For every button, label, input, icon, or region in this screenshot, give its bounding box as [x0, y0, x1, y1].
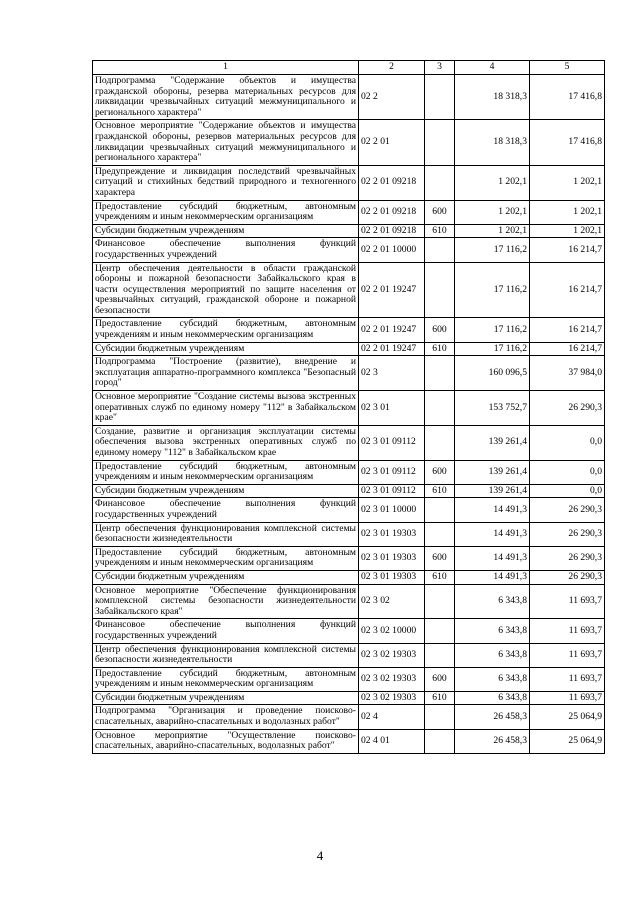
row-code: 02 3 02 19303	[359, 643, 425, 667]
row-amount-1: 14 491,3	[455, 498, 530, 522]
row-name: Центр обеспечения функционирования комплексной системы безопасности жизнедеятельности	[93, 522, 359, 546]
row-expense-type	[425, 498, 455, 522]
row-amount-2: 17 416,8	[530, 120, 605, 165]
budget-table	[92, 60, 605, 754]
row-expense-type	[425, 75, 455, 120]
row-code: 02 2 01 09218	[359, 200, 425, 224]
row-amount-2: 11 693,7	[530, 667, 605, 691]
row-expense-type	[425, 729, 455, 753]
row-amount-2: 16 214,7	[530, 262, 605, 318]
row-amount-1: 139 261,4	[455, 460, 530, 484]
row-amount-1: 6 343,8	[455, 619, 530, 643]
row-name: Основное мероприятие "Содержание объектов и имущества гражданской обороны, резервов материальных ресурсов для ликвидации чрезвычайных ситуаций межмуниципального и регионального характера"	[93, 120, 359, 165]
table-row	[93, 570, 605, 584]
row-code: 02 2 01 19247	[359, 262, 425, 318]
row-code: 02 4	[359, 705, 425, 729]
row-expense-type: 600	[425, 546, 455, 570]
table-row	[93, 120, 605, 165]
row-name: Основное мероприятие "Создание системы вызова экстренных оперативных служб по единому номеру "112" в Забайкальском крае"	[93, 391, 359, 426]
row-expense-type	[425, 425, 455, 460]
table-row	[93, 356, 605, 391]
row-expense-type	[425, 643, 455, 667]
row-amount-2: 1 202,1	[530, 224, 605, 238]
row-expense-type	[425, 356, 455, 391]
row-expense-type	[425, 619, 455, 643]
row-expense-type: 610	[425, 484, 455, 498]
row-expense-type: 610	[425, 691, 455, 705]
row-name: Центр обеспечения функционирования комплексной системы безопасности жизнедеятельности	[93, 643, 359, 667]
table-row	[93, 425, 605, 460]
row-code: 02 4 01	[359, 729, 425, 753]
row-expense-type	[425, 262, 455, 318]
column-header: 4	[455, 61, 530, 75]
row-name: Центр обеспечения деятельности в области гражданской обороны и пожарной безопасности Забайкальского края в части осуществления мероприятий по защите населения от чрезвычайных ситуаций, гражданской обороне и пожарной безопасности	[93, 262, 359, 318]
row-amount-1: 6 343,8	[455, 584, 530, 619]
table-row	[93, 262, 605, 318]
row-code: 02 3 01 09112	[359, 460, 425, 484]
row-name: Финансовое обеспечение выполнения функций государственных учреждений	[93, 498, 359, 522]
row-amount-2: 0,0	[530, 425, 605, 460]
row-name: Предоставление субсидий бюджетным, автономным учреждениям и иным некоммерческим организациям	[93, 460, 359, 484]
row-amount-1: 6 343,8	[455, 667, 530, 691]
row-name: Подпрограмма "Построение (развитие), внедрение и эксплуатация аппаратно-программного комплекса "Безопасный город"	[93, 356, 359, 391]
row-code: 02 2 01 10000	[359, 238, 425, 262]
row-amount-1: 6 343,8	[455, 691, 530, 705]
column-header: 5	[530, 61, 605, 75]
row-code: 02 3 02	[359, 584, 425, 619]
column-header: 1	[93, 61, 359, 75]
row-expense-type	[425, 165, 455, 200]
row-amount-1: 14 491,3	[455, 522, 530, 546]
row-name: Предоставление субсидий бюджетным, автономным учреждениям и иным некоммерческим организациям	[93, 318, 359, 342]
row-amount-1: 160 096,5	[455, 356, 530, 391]
row-name: Субсидии бюджетным учреждениям	[93, 691, 359, 705]
table-row	[93, 391, 605, 426]
row-code: 02 3 02 10000	[359, 619, 425, 643]
row-expense-type	[425, 391, 455, 426]
row-amount-1: 139 261,4	[455, 425, 530, 460]
row-name: Основное мероприятие "Обеспечение функционирования комплексной системы безопасности жизнедеятельности Забайкальского края"	[93, 584, 359, 619]
row-amount-2: 11 693,7	[530, 691, 605, 705]
row-code: 02 2 01	[359, 120, 425, 165]
table-row	[93, 165, 605, 200]
row-name: Подпрограмма "Организация и проведение поисково-спасательных, аварийно-спасательных и водолазных работ"	[93, 705, 359, 729]
row-amount-2: 17 416,8	[530, 75, 605, 120]
table-body	[93, 75, 605, 754]
row-code: 02 3 01 09112	[359, 484, 425, 498]
row-expense-type: 600	[425, 318, 455, 342]
row-expense-type	[425, 705, 455, 729]
row-code: 02 3 01 19303	[359, 522, 425, 546]
row-code: 02 3 01 10000	[359, 498, 425, 522]
table-row	[93, 460, 605, 484]
row-expense-type	[425, 522, 455, 546]
row-code: 02 2 01 09218	[359, 165, 425, 200]
row-amount-2: 16 214,7	[530, 318, 605, 342]
row-code: 02 3 02 19303	[359, 667, 425, 691]
row-name: Предоставление субсидий бюджетным, автономным учреждениям и иным некоммерческим организациям	[93, 546, 359, 570]
table-row	[93, 342, 605, 356]
row-amount-2: 1 202,1	[530, 200, 605, 224]
row-code: 02 2 01 09218	[359, 224, 425, 238]
row-expense-type: 610	[425, 342, 455, 356]
row-amount-1: 26 458,3	[455, 729, 530, 753]
table-row	[93, 498, 605, 522]
row-expense-type: 600	[425, 200, 455, 224]
row-amount-1: 18 318,3	[455, 75, 530, 120]
row-amount-2: 11 693,7	[530, 643, 605, 667]
row-amount-1: 1 202,1	[455, 165, 530, 200]
row-amount-2: 0,0	[530, 460, 605, 484]
row-code: 02 3 01	[359, 391, 425, 426]
page-number: 4	[316, 848, 324, 863]
table-row	[93, 75, 605, 120]
row-name: Создание, развитие и организация эксплуатации системы обеспечения вызова экстренных оперативных служб по единому номеру "112" в Забайкальском крае	[93, 425, 359, 460]
column-header: 3	[425, 61, 455, 75]
row-amount-1: 1 202,1	[455, 224, 530, 238]
row-amount-2: 16 214,7	[530, 238, 605, 262]
row-amount-1: 153 752,7	[455, 391, 530, 426]
row-amount-1: 14 491,3	[455, 546, 530, 570]
row-amount-2: 26 290,3	[530, 391, 605, 426]
column-header: 2	[359, 61, 425, 75]
row-amount-2: 11 693,7	[530, 584, 605, 619]
row-expense-type: 610	[425, 570, 455, 584]
table-row	[93, 729, 605, 753]
table-row	[93, 643, 605, 667]
row-name: Субсидии бюджетным учреждениям	[93, 342, 359, 356]
row-expense-type: 600	[425, 460, 455, 484]
row-amount-2: 26 290,3	[530, 522, 605, 546]
row-amount-1: 26 458,3	[455, 705, 530, 729]
row-code: 02 2 01 19247	[359, 342, 425, 356]
row-amount-1: 17 116,2	[455, 262, 530, 318]
row-expense-type	[425, 238, 455, 262]
row-name: Предоставление субсидий бюджетным, автономным учреждениям и иным некоммерческим организациям	[93, 200, 359, 224]
table-row	[93, 619, 605, 643]
row-amount-2: 0,0	[530, 484, 605, 498]
row-name: Финансовое обеспечение выполнения функций государственных учреждений	[93, 619, 359, 643]
row-code: 02 3	[359, 356, 425, 391]
table-row	[93, 691, 605, 705]
row-name: Предупреждение и ликвидация последствий чрезвычайных ситуаций и стихийных бедствий природного и техногенного характера	[93, 165, 359, 200]
row-name: Субсидии бюджетным учреждениям	[93, 224, 359, 238]
row-name: Подпрограмма "Содержание объектов и имущества гражданской обороны, резерва материальных ресурсов для ликвидации чрезвычайных ситуаций межмуниципального и регионального характера"	[93, 75, 359, 120]
row-code: 02 3 01 19303	[359, 546, 425, 570]
row-amount-2: 26 290,3	[530, 498, 605, 522]
row-name: Предоставление субсидий бюджетным, автономным учреждениям и иным некоммерческим организациям	[93, 667, 359, 691]
table-row	[93, 584, 605, 619]
row-expense-type: 600	[425, 667, 455, 691]
row-amount-1: 1 202,1	[455, 200, 530, 224]
table-row	[93, 484, 605, 498]
row-amount-2: 11 693,7	[530, 619, 605, 643]
table-row	[93, 546, 605, 570]
row-expense-type: 610	[425, 224, 455, 238]
table-row	[93, 705, 605, 729]
table-row	[93, 238, 605, 262]
row-amount-2: 26 290,3	[530, 546, 605, 570]
row-code: 02 3 02 19303	[359, 691, 425, 705]
row-amount-2: 25 064,9	[530, 705, 605, 729]
row-amount-1: 17 116,2	[455, 238, 530, 262]
table-row	[93, 522, 605, 546]
row-name: Субсидии бюджетным учреждениям	[93, 570, 359, 584]
row-expense-type	[425, 120, 455, 165]
table-row	[93, 200, 605, 224]
row-amount-1: 139 261,4	[455, 484, 530, 498]
row-code: 02 2 01 19247	[359, 318, 425, 342]
row-code: 02 2	[359, 75, 425, 120]
row-expense-type	[425, 584, 455, 619]
table-header-row	[93, 61, 605, 75]
table-row	[93, 667, 605, 691]
row-amount-2: 1 202,1	[530, 165, 605, 200]
row-amount-1: 14 491,3	[455, 570, 530, 584]
row-code: 02 3 01 09112	[359, 425, 425, 460]
row-amount-2: 25 064,9	[530, 729, 605, 753]
row-name: Финансовое обеспечение выполнения функций государственных учреждений	[93, 238, 359, 262]
row-code: 02 3 01 19303	[359, 570, 425, 584]
row-amount-1: 18 318,3	[455, 120, 530, 165]
row-amount-2: 26 290,3	[530, 570, 605, 584]
row-amount-2: 16 214,7	[530, 342, 605, 356]
row-amount-2: 37 984,0	[530, 356, 605, 391]
row-name: Субсидии бюджетным учреждениям	[93, 484, 359, 498]
row-amount-1: 17 116,2	[455, 318, 530, 342]
table-row	[93, 224, 605, 238]
row-amount-1: 17 116,2	[455, 342, 530, 356]
table-row	[93, 318, 605, 342]
row-name: Основное мероприятие "Осуществление поисково-спасательных, аварийно-спасательных, водолазных работ"	[93, 729, 359, 753]
row-amount-1: 6 343,8	[455, 643, 530, 667]
